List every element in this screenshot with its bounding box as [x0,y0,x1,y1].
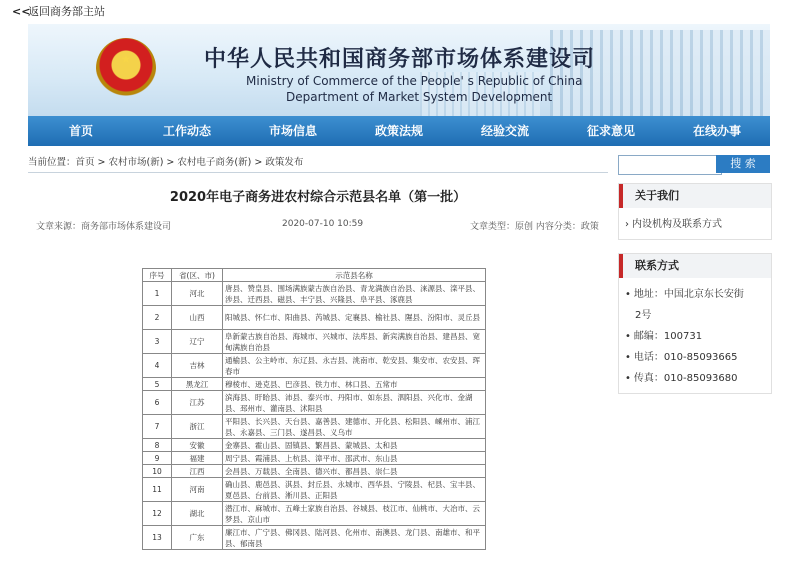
row-no: 5 [143,378,172,391]
row-province: 黑龙江 [172,378,223,391]
row-counties: 潜江市、麻城市、五峰土家族自治县、谷城县、枝江市、仙桃市、大冶市、云梦县、京山市 [223,502,486,526]
bullet-icon: • [625,373,631,384]
sidebar-link-departments[interactable]: 内设机构及联系方式 [632,219,722,230]
table-row [143,306,486,330]
row-province: 河北 [172,282,223,306]
table-row [143,415,486,439]
bullet-icon: • [625,331,631,342]
bullet-icon: › [625,219,629,230]
article-type: 文章类型：原创 内容分类：政策 [470,222,599,232]
contact-fax: 传真：010-85093680 [633,373,738,384]
table-row [143,439,486,452]
table-row [143,502,486,526]
main-nav [28,116,770,146]
row-counties: 确山县、鹿邑县、淇县、封丘县、永城市、西华县、宁陵县、杞县、宝丰县、夏邑县、台前县、淅川县、正阳县 [223,478,486,502]
sidebar-contact-title: 联系方式 [619,254,771,278]
bullet-icon: • [625,352,631,363]
contact-address: 地址：中国北京东长安街 [633,289,744,300]
table-row [143,478,486,502]
row-counties: 阳城县、怀仁市、阳曲县、芮城县、定襄县、榆社县、隰县、汾阳市、灵丘县 [223,306,486,330]
divider [28,172,608,173]
table-header-province: 省(区、市) [172,269,223,282]
site-title-en-line2: Department of Market System Development [286,90,553,104]
row-no: 3 [143,330,172,354]
nav-item-experience[interactable]: 经验交流 [480,124,529,138]
row-no: 4 [143,354,172,378]
table-row [143,282,486,306]
table-row [143,378,486,391]
site-title-en-line1: Ministry of Commerce of the People' s Republic of China [246,74,583,88]
row-counties: 阜新蒙古族自治县、海城市、兴城市、法库县、新宾满族自治县、建昌县、宽甸满族自治县 [223,330,486,354]
row-province: 吉林 [172,354,223,378]
back-to-main-site-link[interactable] [0,0,800,24]
contact-postcode: 邮编：100731 [633,331,703,342]
nav-item-online-service[interactable]: 在线办事 [692,124,741,138]
row-province: 湖北 [172,502,223,526]
row-no: 2 [143,306,172,330]
search-button[interactable]: 搜 索 [716,155,770,173]
row-province: 江苏 [172,391,223,415]
site-title-cn: 中华人民共和国商务部市场体系建设司 [204,47,596,72]
row-no: 9 [143,452,172,465]
row-province: 山西 [172,306,223,330]
row-no: 10 [143,465,172,478]
sidebar-about [618,183,772,240]
nav-item-work-news[interactable]: 工作动态 [162,124,211,138]
row-province: 辽宁 [172,330,223,354]
row-counties: 穆棱市、逊克县、巴彦县、铁力市、林口县、五常市 [223,378,486,391]
breadcrumb: 当前位置：首页 > 农村市场(新) > 农村电子商务(新) > 政策发布 [28,157,304,168]
row-province: 江西 [172,465,223,478]
row-counties: 廉江市、广宁县、佛冈县、陆河县、化州市、南澳县、龙门县、南雄市、和平县、郁南县 [223,526,486,550]
row-province: 安徽 [172,439,223,452]
contact-phone: 电话：010-85093665 [633,352,738,363]
row-province: 浙江 [172,415,223,439]
table-row [143,391,486,415]
sidebar-contact [618,253,772,394]
row-no: 6 [143,391,172,415]
header-banner [28,24,770,116]
row-counties: 滨海县、盱眙县、沛县、泰兴市、丹阳市、如东县、泗阳县、兴化市、金湖县、邳州市、灌南县、沭阳县 [223,391,486,415]
table-header-counties: 示范县名称 [223,269,486,282]
row-counties: 会昌县、万载县、全南县、德兴市、都昌县、崇仁县 [223,465,486,478]
row-province: 福建 [172,452,223,465]
row-counties: 金寨县、霍山县、固镇县、繁昌县、蒙城县、太和县 [223,439,486,452]
search-input[interactable] [618,155,722,175]
row-counties: 平阳县、长兴县、天台县、嘉善县、建德市、开化县、松阳县、嵊州市、浦江县、永嘉县、三门县、遂昌县、义乌市 [223,415,486,439]
article-title: 2020年电子商务进农村综合示范县名单（第一批） [169,190,467,205]
national-emblem-icon: ★ [96,38,156,98]
row-counties: 通榆县、公主岭市、东辽县、永吉县、洮南市、乾安县、集安市、农安县、珲春市 [223,354,486,378]
double-chevron-left-icon: << [12,5,31,18]
table-row [143,526,486,550]
back-link-label: 返回商务部主站 [28,5,105,18]
row-no: 12 [143,502,172,526]
row-no: 8 [143,439,172,452]
row-no: 11 [143,478,172,502]
row-province: 广东 [172,526,223,550]
table-row [143,452,486,465]
nav-item-home[interactable]: 首页 [68,124,93,138]
article-date: 2020-07-10 10:59 [282,219,364,229]
row-province: 河南 [172,478,223,502]
table-header-no: 序号 [143,269,172,282]
county-list-table [142,268,486,550]
table-row [143,465,486,478]
row-no: 7 [143,415,172,439]
table-row [143,354,486,378]
row-counties: 唐县、赞皇县、围场满族蒙古族自治县、青龙满族自治县、涞源县、滦平县、涉县、迁西县、磁县、丰宁县、兴隆县、阜平县、涿鹿县 [223,282,486,306]
nav-item-policies[interactable]: 政策法规 [374,124,423,138]
contact-address-cont: 2号 [635,310,652,321]
row-no: 1 [143,282,172,306]
bullet-icon: • [625,289,631,300]
table-row [143,330,486,354]
article-source: 文章来源：商务部市场体系建设司 [36,222,172,232]
sidebar-about-title: 关于我们 [619,184,771,208]
nav-item-consultation[interactable]: 征求意见 [586,124,635,138]
row-no: 13 [143,526,172,550]
row-counties: 周宁县、霞浦县、上杭县、漳平市、邵武市、东山县 [223,452,486,465]
nav-item-market-info[interactable]: 市场信息 [268,124,317,138]
